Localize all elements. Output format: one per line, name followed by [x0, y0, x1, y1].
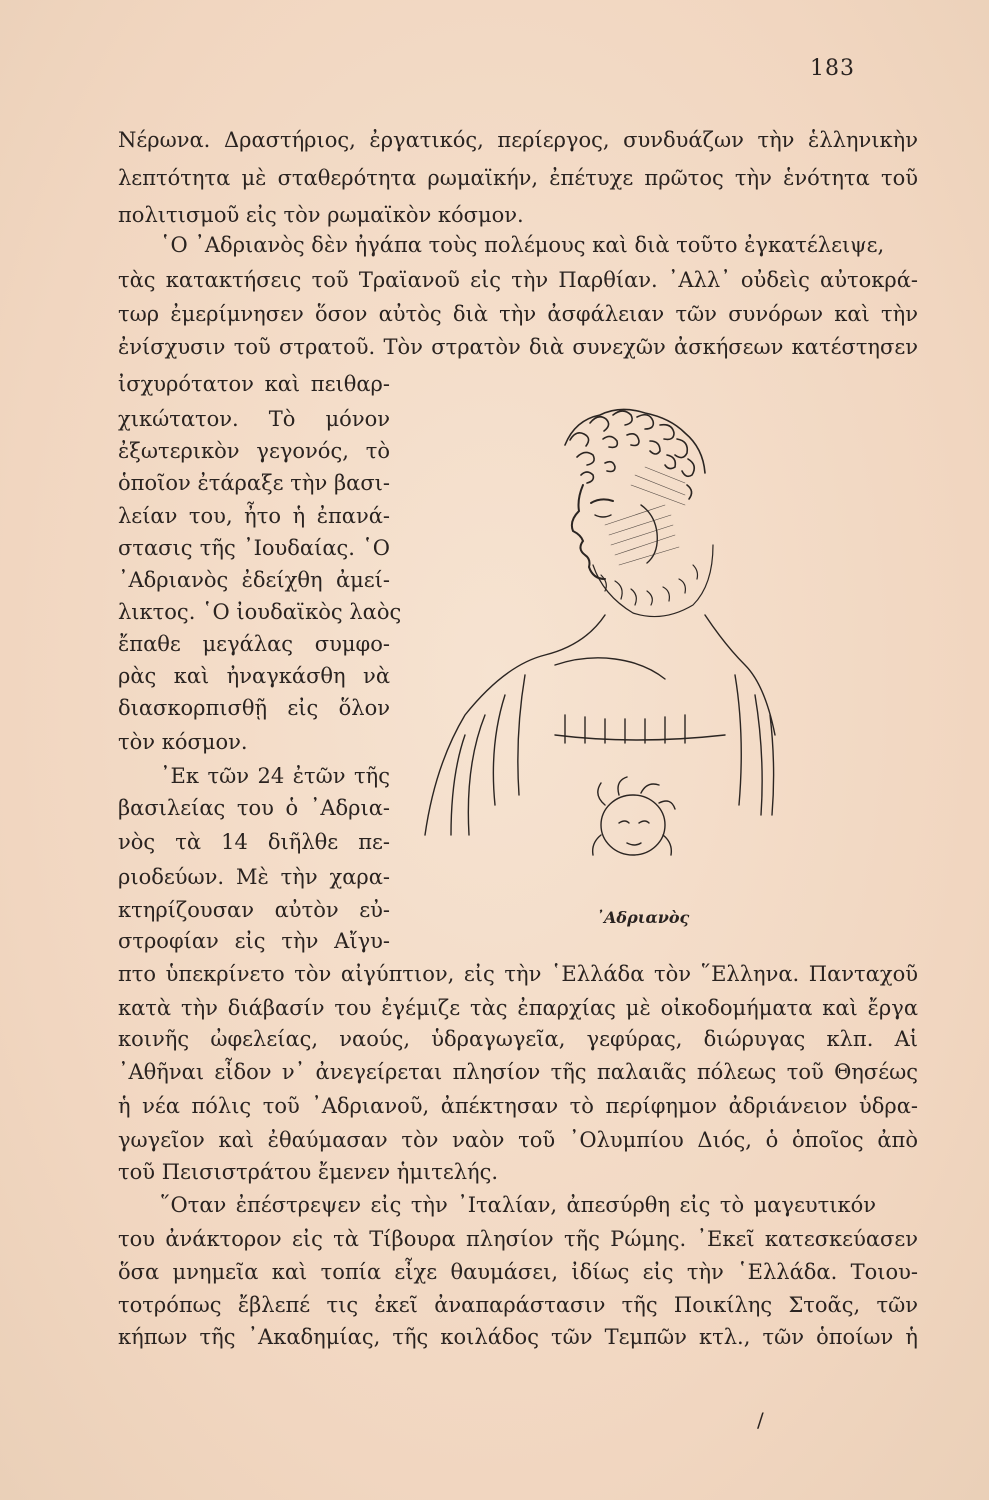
- text-line: ριοδεύων. Μὲ τὴν χαρα-: [118, 865, 390, 889]
- text-line: κτηρίζουσαν αὐτὸν εὐ-: [118, 898, 390, 922]
- text-line: ῞Οταν ἐπέστρεψεν εἰς τὴν ᾿Ιταλίαν, ἀπεσύρθη εἰς τὸ μαγευτικόν: [160, 1193, 876, 1217]
- text-line: ῾Ο ᾿Αδριανὸς δὲν ἠγάπα τοὺς πολέμους καὶ διὰ τοῦτο ἐγκατέλειψε,: [160, 233, 885, 257]
- text-line: κοινῆς ὠφελείας, ναούς, ὑδραγωγεῖα, γεφύρας, διώρυγας κλπ. Αἱ: [118, 1027, 918, 1051]
- text-line: ᾿Αδριανὸς ἐδείχθη ἀμεί-: [118, 568, 390, 592]
- text-line: ἐνίσχυσιν τοῦ στρατοῦ. Τὸν στρατὸν διὰ συνεχῶν ἀσκήσεων κατέστησεν: [118, 335, 918, 359]
- text-line: νὸς τὰ 14 διῆλθε πε-: [118, 830, 390, 854]
- text-line: λείαν του, ἦτο ἡ ἐπανά-: [118, 504, 390, 528]
- figure-caption: ᾿Αδριανὸς: [596, 908, 690, 927]
- text-line: ἔπαθε μεγάλας συμφο-: [118, 632, 390, 656]
- text-line: πολιτισμοῦ εἰς τὸν ρωμαϊκὸν κόσμον.: [118, 203, 524, 227]
- text-line: στροφίαν εἰς τὴν Αἴγυ-: [118, 929, 390, 953]
- page-number: 183: [810, 56, 855, 81]
- text-line: τὸν κόσμον.: [118, 730, 248, 754]
- text-line: πτο ὑπεκρίνετο τὸν αἰγύπτιον, εἰς τὴν ῾Ελλάδα τὸν ῞Ελληνα. Πανταχοῦ: [118, 962, 918, 986]
- text-line: τωρ ἐμερίμνησεν ὅσον αὐτὸς διὰ τὴν ἀσφάλειαν τῶν συνόρων καὶ τὴν: [118, 302, 918, 326]
- text-line: του ἀνάκτορον εἰς τὰ Τίβουρα πλησίον τῆς Ρώμης. ᾿Εκεῖ κατεσκεύασεν: [118, 1227, 918, 1251]
- text-line: ὅσα μνημεῖα καὶ τοπία εἶχε θαυμάσει, ἰδίως εἰς τὴν ῾Ελλάδα. Τοιου-: [118, 1260, 918, 1284]
- text-line: τοτρόπως ἔβλεπέ τις ἐκεῖ ἀναπαράστασιν τῆς Ποικίλης Στοᾶς, τῶν: [118, 1293, 918, 1317]
- text-line: κατὰ τὴν διάβασίν του ἐγέμιζε τὰς ἐπαρχίας μὲ οἰκοδομήματα καὶ ἔργα: [118, 996, 918, 1020]
- margin-mark: /: [757, 1408, 764, 1432]
- text-line: ᾿Εκ τῶν 24 ἐτῶν τῆς: [160, 764, 390, 788]
- text-line: τὰς κατακτήσεις τοῦ Τραϊανοῦ εἰς τὴν Παρθίαν. ᾿Αλλ᾿ οὐδεὶς αὐτοκρά-: [118, 268, 918, 292]
- text-line: ρὰς καὶ ἠναγκάσθη νὰ: [118, 664, 390, 688]
- text-line: διασκορπισθῇ εἰς ὅλον: [118, 696, 390, 720]
- text-line: ἡ νέα πόλις τοῦ ᾿Αδριανοῦ, ἀπέκτησαν τὸ περίφημον ἀδριάνειον ὑδρα-: [118, 1094, 918, 1118]
- text-line: Νέρωνα. Δραστήριος, ἐργατικός, περίεργος, συνδυάζων τὴν ἑλληνικὴν: [118, 128, 918, 152]
- hadrian-bust-illustration: [405, 375, 790, 875]
- text-line: ἐξωτερικὸν γεγονός, τὸ: [118, 439, 390, 463]
- text-line: ὁποῖον ἐτάραξε τὴν βασι-: [118, 471, 390, 495]
- text-line: στασις τῆς ᾿Ιουδαίας. ῾Ο: [118, 536, 390, 560]
- text-line: λικτος. ῾Ο ἰουδαϊκὸς λαὸς: [118, 600, 402, 624]
- text-line: τοῦ Πεισιστράτου ἔμενεν ἡμιτελής.: [118, 1160, 499, 1184]
- text-line: χικώτατον. Τὸ μόνον: [118, 407, 390, 431]
- text-line: ᾿Αθῆναι εἶδον ν᾿ ἀνεγείρεται πλησίον τῆς παλαιᾶς πόλεως τοῦ Θησέως: [118, 1060, 918, 1084]
- text-line: βασιλείας του ὁ ᾿Αδρια-: [118, 796, 390, 820]
- text-line: ἰσχυρότατον καὶ πειθαρ-: [118, 372, 390, 396]
- text-line: κήπων τῆς ᾿Ακαδημίας, τῆς κοιλάδος τῶν Τεμπῶν κτλ., τῶν ὁποίων ἡ: [118, 1325, 918, 1349]
- text-line: λεπτότητα μὲ σταθερότητα ρωμαϊκήν, ἐπέτυχε πρῶτος τὴν ἑνότητα τοῦ: [118, 166, 918, 190]
- text-line: γωγεῖον καὶ ἐθαύμασαν τὸν ναὸν τοῦ ᾿Ολυμπίου Διός, ὁ ὁποῖος ἀπὸ: [118, 1128, 918, 1152]
